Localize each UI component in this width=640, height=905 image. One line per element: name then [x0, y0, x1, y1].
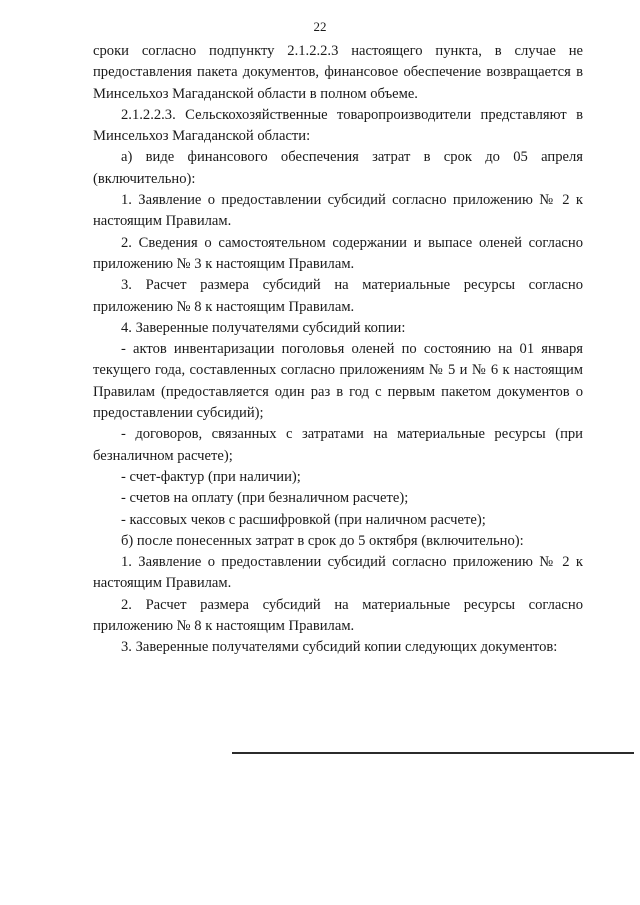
paragraph-12: - кассовых чеков с расшифровкой (при наличном расчете);	[121, 511, 486, 528]
paragraph-7: 4. Заверенные получателями субсидий копии:	[121, 319, 406, 336]
paragraph-16: 3. Заверенные получателями субсидий копии следующих документов:	[121, 639, 558, 656]
paragraph-6: 3. Расчет размера субсидий на материальные ресурсы согласно приложению № 8 к настоящим Правилам.	[93, 277, 583, 315]
paragraph-15: 2. Расчет размера субсидий на материальные ресурсы согласно приложению № 8 к настоящим Правилам.	[93, 596, 583, 635]
paragraph-9: - договоров, связанных с затратами на материальные ресурсы (при безналичном расчете);	[93, 426, 583, 464]
paragraph-13: б) после понесенных затрат в срок до 5 октября (включительно):	[121, 532, 524, 549]
paragraph-1: сроки согласно подпункту 2.1.2.2.3 настоящего пункта, в случае не предоставления пакета документов, финансовое обеспечение возвращается в Минсельхоз Магаданской области в полном объеме.	[93, 43, 583, 102]
paragraph-14: 1. Заявление о предоставлении субсидий согласно приложению № 2 к настоящим Правилам.	[93, 554, 583, 592]
paragraph-11: - счетов на оплату (при безналичном расчете);	[121, 490, 409, 507]
page-number: 22	[313, 19, 327, 34]
paragraph-3: а) виде финансового обеспечения затрат в срок до 05 апреля (включительно):	[93, 149, 583, 187]
document-body	[93, 41, 583, 659]
paragraph-5: 2. Сведения о самостоятельном содержании и выпасе оленей согласно приложению № 3 к настоящим Правилам.	[93, 234, 583, 272]
paragraph-8: - актов инвентаризации поголовья оленей по состоянию на 01 января текущего года, составленных согласно приложениям № 5 и № 6 к настоящим Правилам (предоставляется один раз в год с первым пакетом документов о предоставлении субсидий);	[93, 341, 583, 422]
paragraph-4: 1. Заявление о предоставлении субсидий согласно приложению № 2 к настоящим Правилам.	[93, 192, 583, 230]
bottom-rule	[232, 752, 634, 754]
paragraph-10: - счет-фактур (при наличии);	[121, 468, 301, 485]
paragraph-2: 2.1.2.2.3. Сельскохозяйственные товаропроизводители представляют в Минсельхоз Магаданской области:	[93, 106, 583, 145]
